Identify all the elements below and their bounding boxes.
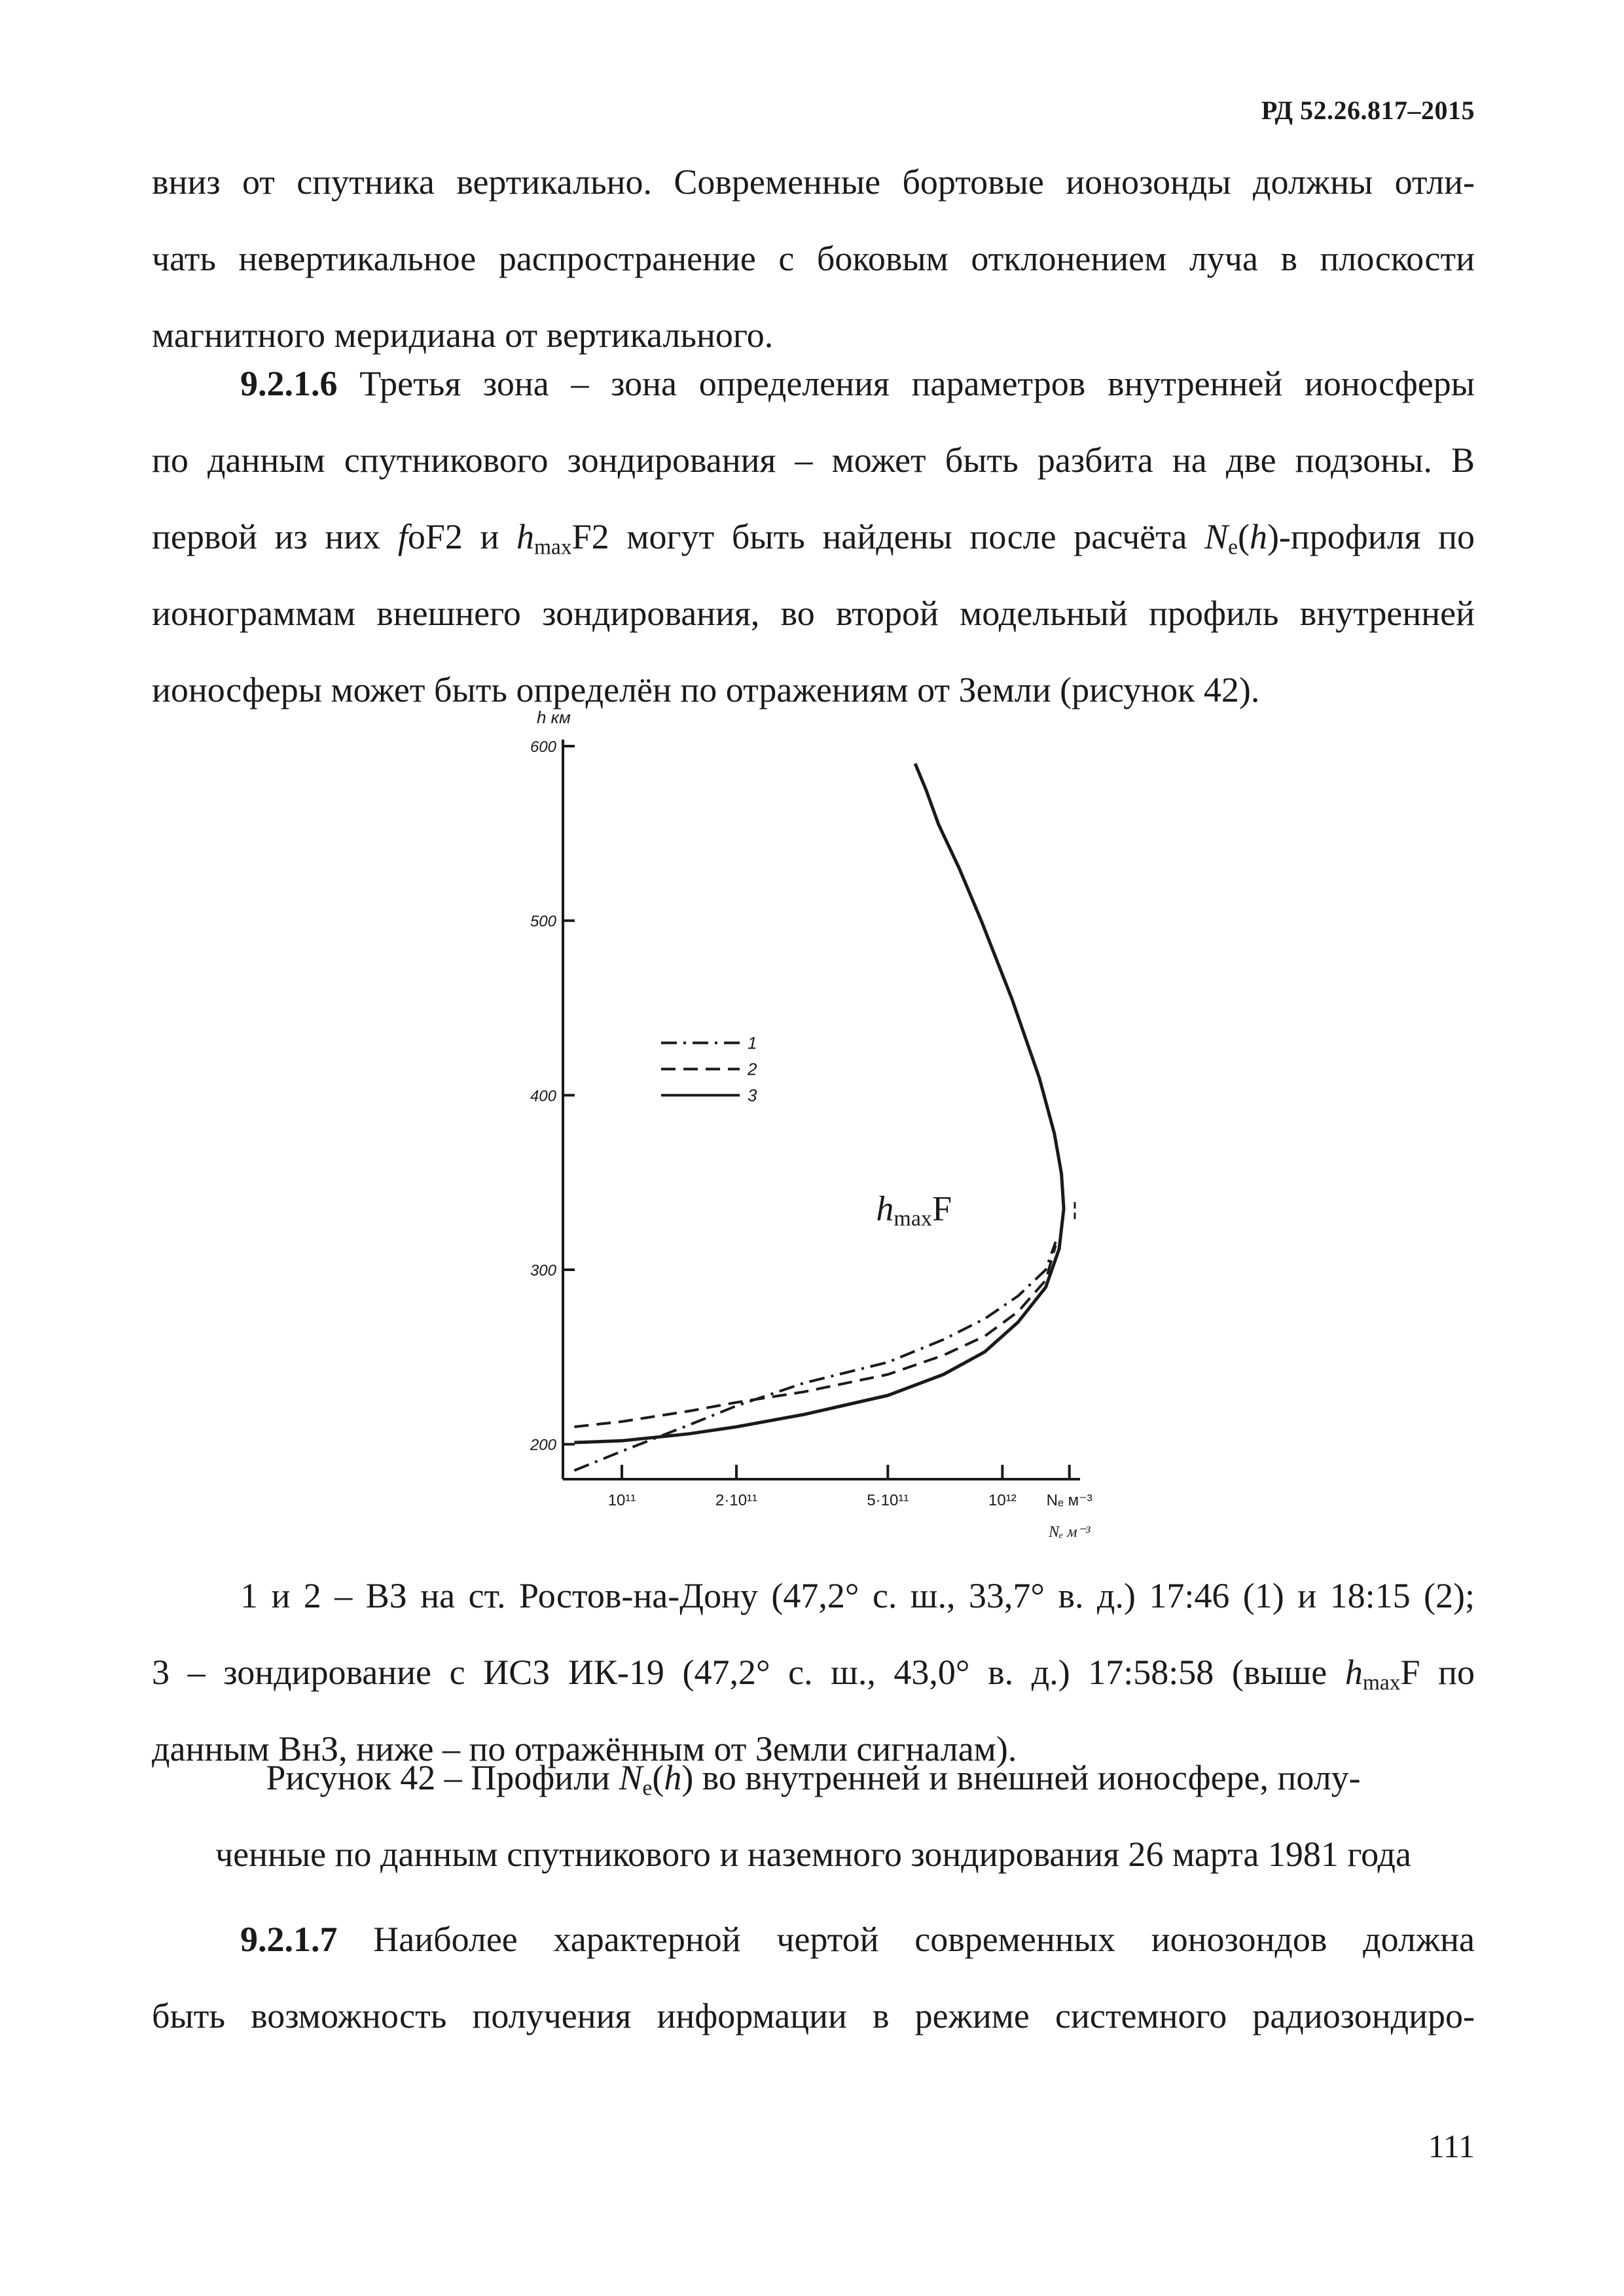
symbol-N: N [1204, 517, 1229, 556]
text-fragment: 3 – зондирование с ИСЗ ИК-19 (47,2° с. ш., 43,0° в. д.) 17:58:58 (выше [152, 1653, 1345, 1692]
text-fragment: ( [652, 1758, 664, 1797]
text-fragment: Наиболее характерной чертой современных ионозондов должна [373, 1920, 1475, 1959]
symbol-f: f [397, 517, 408, 556]
x-tick-label: 5·10¹¹ [867, 1492, 909, 1509]
symbol-h: h [1344, 1653, 1363, 1692]
text-fragment: ) во внутренней и внешней ионосфере, полу- [681, 1758, 1361, 1797]
symbol-h: h [516, 517, 535, 556]
x-tick-label: 10¹² [988, 1492, 1017, 1509]
legend-label-2: 2 [748, 1059, 757, 1079]
text-line: магнитного меридиана от вертикального. [152, 315, 774, 355]
text-line [152, 1901, 1475, 1978]
y-tick-label: 200 [530, 1436, 556, 1454]
symbol-h: h [1249, 517, 1267, 556]
text-line: быть возможность получения информации в режиме системного радиозондиро- [152, 1996, 1475, 2036]
axes [530, 708, 1092, 1541]
text-line: чать невертикальное распространение с боковым отклонением луча в плоскости [152, 239, 1475, 278]
x-tick-label: 10¹¹ [607, 1492, 636, 1509]
x-tick-label: Nₑ м⁻³ [1046, 1492, 1092, 1509]
series-group [574, 764, 1064, 1471]
text-fragment: F2 могут быть найдены после расчёта [571, 517, 1205, 556]
symbol-h: h [664, 1758, 682, 1797]
text-fragment: )-профиля по [1267, 517, 1475, 556]
series-1-line [574, 1242, 1055, 1470]
text-fragment: первой из них [152, 517, 398, 556]
text-line: 1 и 2 – ВЗ на ст. Ростов-на-Дону (47,2° с. ш., 33,7° в. д.) 17:46 (1) и 18:15 (2); [240, 1576, 1475, 1615]
series-2-line [574, 1246, 1055, 1427]
text-line: по данным спутникового зондирования – может быть разбита на две подзоны. В [152, 440, 1475, 480]
clause-number: 9.2.1.7 [240, 1920, 338, 1959]
chart-canvas [497, 694, 1152, 1545]
annotation [876, 1189, 1075, 1231]
text-fragment: Третья зона – зона определения параметров внутренней ионосферы [359, 364, 1475, 403]
clause-number: 9.2.1.6 [240, 364, 338, 403]
text-fragment: oF2 и [407, 517, 517, 556]
text-line [152, 1740, 1475, 1816]
text-line [152, 1634, 1475, 1711]
y-axis-label: h км [537, 708, 571, 727]
series-3-line [574, 764, 1064, 1443]
symbol-N: N [619, 1758, 643, 1797]
text-fragment: ( [1237, 517, 1250, 556]
x-tick-label: 2·10¹¹ [715, 1492, 758, 1509]
text-line: ионосферы может быть определён по отражениям от Земли (рисунок 42). [152, 670, 1260, 709]
subscript-e: e [642, 1776, 653, 1801]
paragraph-continuation [152, 144, 1475, 374]
text-line [152, 499, 1475, 575]
figure-title [152, 1740, 1475, 1893]
subscript-max: max [1362, 1670, 1401, 1695]
text-line: ченные по данным спутникового и наземного зондирования 26 марта 1981 года [215, 1835, 1412, 1874]
x-axis-label: Nₑ м⁻³ [1048, 1524, 1091, 1541]
subscript-e: e [1228, 535, 1238, 560]
legend [661, 1033, 757, 1105]
legend-label-3: 3 [748, 1085, 757, 1105]
text-line: данным ВнЗ, ниже – по отражённым от Земли сигналам). [152, 1729, 1017, 1768]
page-number: 111 [1428, 2128, 1475, 2164]
figure-42-chart [497, 694, 1152, 1545]
subscript-max: max [534, 535, 572, 560]
hmaxF-annotation: hmaxF [876, 1189, 952, 1231]
y-tick-label: 500 [530, 912, 556, 931]
legend-label-1: 1 [748, 1033, 757, 1053]
y-tick-label: 400 [530, 1087, 556, 1105]
y-tick-label: 600 [530, 738, 556, 756]
document-code: РД 52.26.817–2015 [1261, 96, 1475, 125]
y-tick-label: 300 [530, 1262, 556, 1280]
text-fragment: Рисунок 42 – Профили [266, 1758, 619, 1797]
paragraph-9-2-1-6 [152, 346, 1475, 728]
paragraph-9-2-1-7 [152, 1901, 1475, 2054]
text-line: вниз от спутника вертикально. Современные бортовые ионозонды должны отли- [152, 162, 1475, 202]
text-fragment: F по [1400, 1653, 1475, 1692]
text-line [152, 346, 1475, 422]
text-line: ионограммам внешнего зондирования, во второй модельный профиль внутренней [152, 594, 1475, 633]
